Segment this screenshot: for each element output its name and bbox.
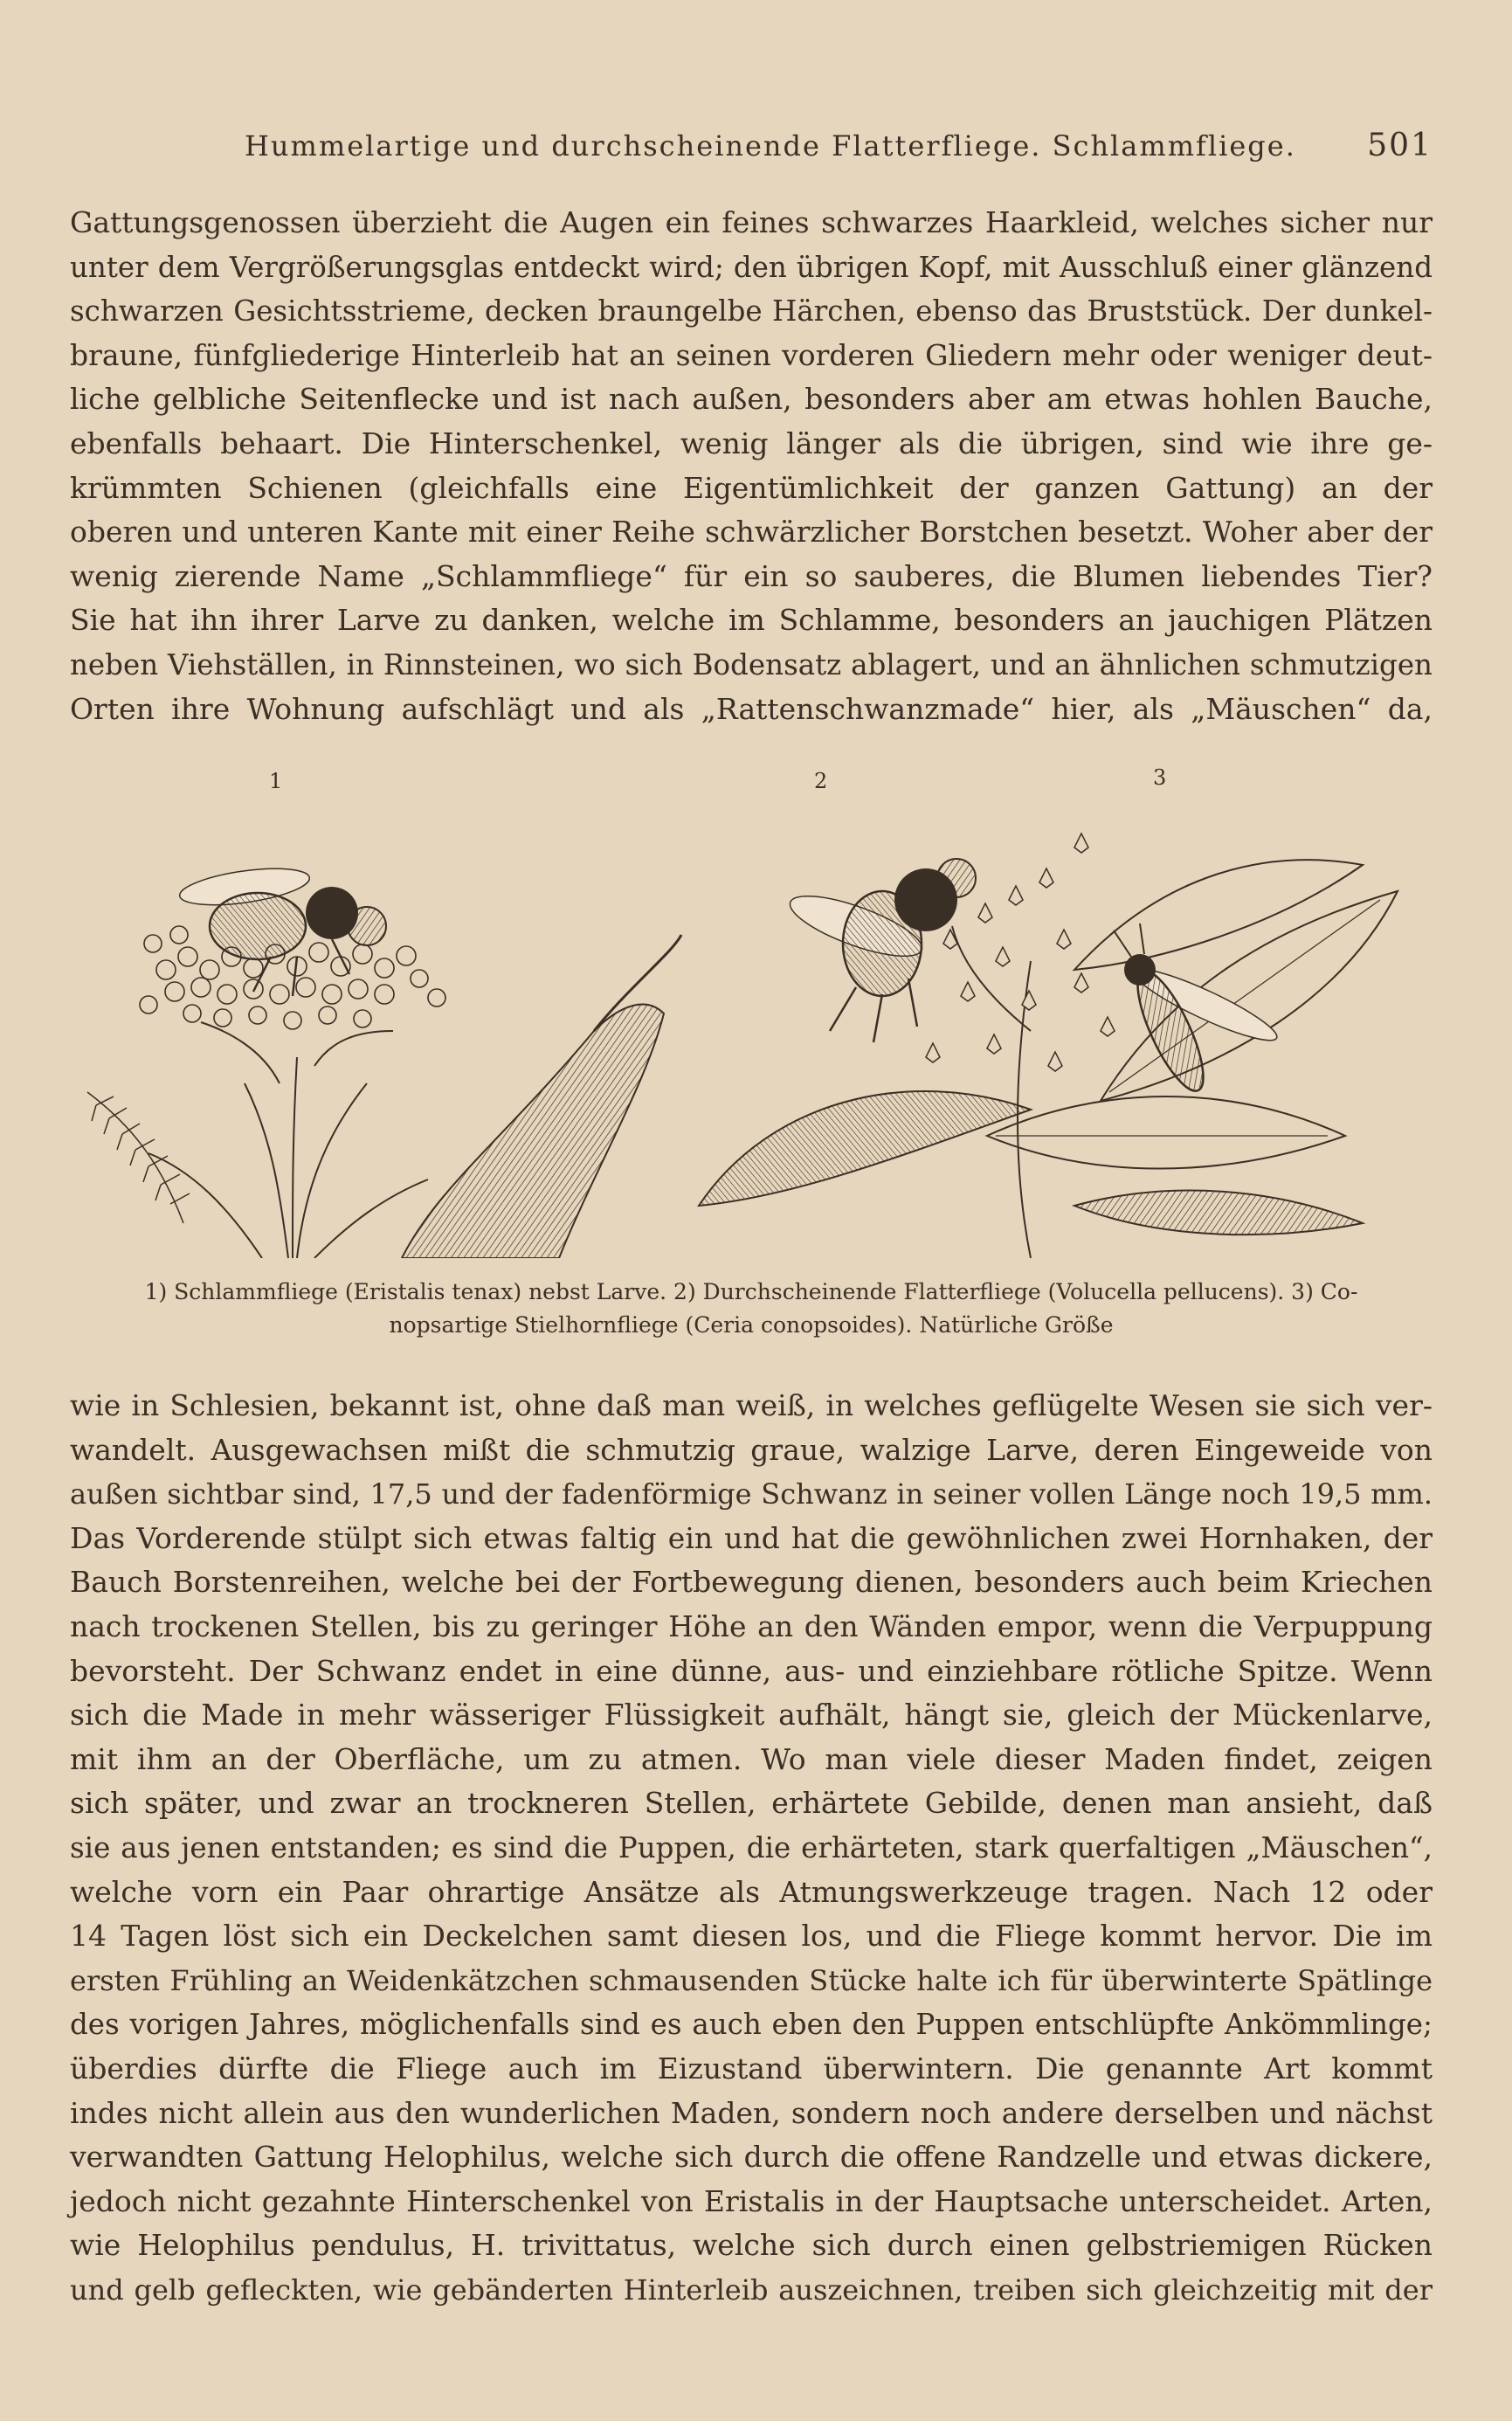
fern-leaves — [87, 1092, 190, 1223]
figure-number-1: 1 — [269, 769, 283, 793]
text-line: Sie hat ihn ihrer Larve zu danken, welche im Schlamme, besonders an jauchigen Plätzen — [70, 603, 1433, 638]
page-number: 501 — [1367, 128, 1433, 163]
text-line: mit ihm an der Oberfläche, um zu atmen. Wo man viele dieser Maden findet, zeigen — [70, 1741, 1433, 1776]
text-line: neben Viehställen, in Rinnsteinen, wo sich Bodensatz ablagert, und an ähnlichen schmutzigen — [70, 647, 1433, 681]
text-line: Gattungsgenossen überzieht die Augen ein feines schwarzes Haarkleid, welches sicher nur — [70, 205, 1433, 239]
text-line: 14 Tagen löst sich ein Deckelchen samt diesen los, und die Fliege kommt hervor. Die im — [70, 1919, 1433, 1954]
caption-line: nopsartige Stielhornfliege (Ceria conopsoides). Natürliche Größe — [389, 1312, 1114, 1338]
text-line: überdies dürfte die Fliege auch im Eizustand überwintern. Die genannte Art kommt — [70, 2051, 1433, 2086]
text-line: wie in Schlesien, bekannt ist, ohne daß man weiß, in welches geflügelte Wesen sie sich ver- — [70, 1388, 1433, 1422]
text-line: wie Helophilus pendulus, H. trivittatus, welche sich durch einen gelbstriemigen Rücken — [70, 2228, 1433, 2263]
text-line: sich später, und zwar an trockneren Stellen, erhärtete Gebilde, denen man ansieht, daß — [70, 1786, 1433, 1821]
engraving-illustration — [70, 769, 1433, 1258]
text-line: krümmten Schienen (gleichfalls eine Eigentümlichkeit der ganzen Gattung) an der — [70, 470, 1433, 505]
text-line: jedoch nicht gezahnte Hinterschenkel von Eristalis in der Hauptsache unterscheidet. Arten, — [70, 2183, 1433, 2218]
figure-number-2: 2 — [814, 769, 828, 793]
text-line: verwandten Gattung Helophilus, welche sich durch die offene Randzelle und etwas dickere, — [70, 2140, 1433, 2175]
paragraph-top — [70, 201, 1433, 731]
text-line: wandelt. Ausgewachsen mißt die schmutzig graue, walzige Larve, deren Eingeweide von — [70, 1432, 1433, 1467]
umbel-flowers — [148, 1022, 428, 1258]
text-line: außen sichtbar sind, 17,5 und der fadenförmige Schwanz in seiner vollen Länge noch 19,5 mm. — [70, 1477, 1433, 1511]
text-line: bevorsteht. Der Schwanz endet in eine dünne, aus- und einziehbare rötliche Spitze. Wenn — [70, 1653, 1433, 1688]
text-line: Orten ihre Wohnung aufschlägt und als „Rattenschwanzmade“ hier, als „Mäuschen“ da, — [70, 691, 1433, 726]
text-line: sich die Made in mehr wässeriger Flüssigkeit aufhält, hängt sie, gleich der Mückenlarve, — [70, 1698, 1433, 1733]
text-line: Das Vorderende stülpt sich etwas faltig ein und hat die gewöhnlichen zwei Hornhaken, der — [70, 1520, 1433, 1555]
text-line: schwarzen Gesichtsstrieme, decken braungelbe Härchen, ebenso das Bruststück. Der dunkel- — [70, 294, 1433, 329]
larva-drawing — [402, 935, 681, 1258]
figure-caption — [70, 1276, 1433, 1342]
paragraph-bottom — [70, 1384, 1433, 2312]
caption-line: 1) Schlammfliege (Eristalis tenax) nebst Larve. 2) Durchscheinende Flatterfliege (Volucella pellucens). 3) Co- — [144, 1279, 1358, 1304]
text-line: welche vorn ein Paar ohrartige Ansätze als Atmungswerkzeuge tragen. Nach 12 oder — [70, 1874, 1433, 1909]
text-line: Bauch Borstenreihen, welche bei der Fortbewegung dienen, besonders auch beim Kriechen — [70, 1565, 1433, 1600]
engraving-figure — [70, 765, 1433, 1258]
text-line: liche gelbliche Seitenflecke und ist nach außen, besonders aber am etwas hohlen Bauche, — [70, 382, 1433, 417]
text-line: indes nicht allein aus den wunderlichen Maden, sondern noch andere derselben und nächst — [70, 2095, 1433, 2130]
text-line: ebenfalls behaart. Die Hinterschenkel, wenig länger als die übrigen, sind wie ihre ge- — [70, 425, 1433, 460]
volucella-fly — [784, 859, 976, 1042]
text-line: braune, fünfgliederige Hinterleib hat an seinen vorderen Gliedern mehr oder weniger deut- — [70, 337, 1433, 372]
text-line: des vorigen Jahres, möglichenfalls sind es auch eben den Puppen entschlüpfte Ankömmlinge; — [70, 2008, 1433, 2042]
text-line: ersten Frühling an Weidenkätzchen schmausenden Stücke halte ich für überwinterte Spätlinge — [70, 1963, 1433, 1997]
header-title: Hummelartige und durchscheinende Flatterfliege. Schlammfliege. — [245, 129, 1296, 163]
text-line: und gelb gefleckten, wie gebänderten Hinterleib auszeichnen, treiben sich gleichzeitig mit der — [70, 2272, 1433, 2307]
text-line: oberen und unteren Kante mit einer Reihe schwärzlicher Borstchen besetzt. Woher aber der — [70, 515, 1433, 550]
text-line: nach trockenen Stellen, bis zu geringer Höhe an den Wänden empor, wenn die Verpuppung — [70, 1608, 1433, 1643]
figure-number-3: 3 — [1153, 765, 1167, 790]
text-line: sie aus jenen entstanden; es sind die Puppen, die erhärteten, stark querfaltigen „Mäuschen“, — [70, 1830, 1433, 1864]
text-line: unter dem Vergrößerungsglas entdeckt wird; den übrigen Kopf, mit Ausschluß einer glänzend — [70, 250, 1433, 284]
running-header — [70, 122, 1433, 171]
text-line: wenig zierende Name „Schlammfliege“ für ein so sauberes, die Blumen liebendes Tier? — [70, 558, 1433, 593]
